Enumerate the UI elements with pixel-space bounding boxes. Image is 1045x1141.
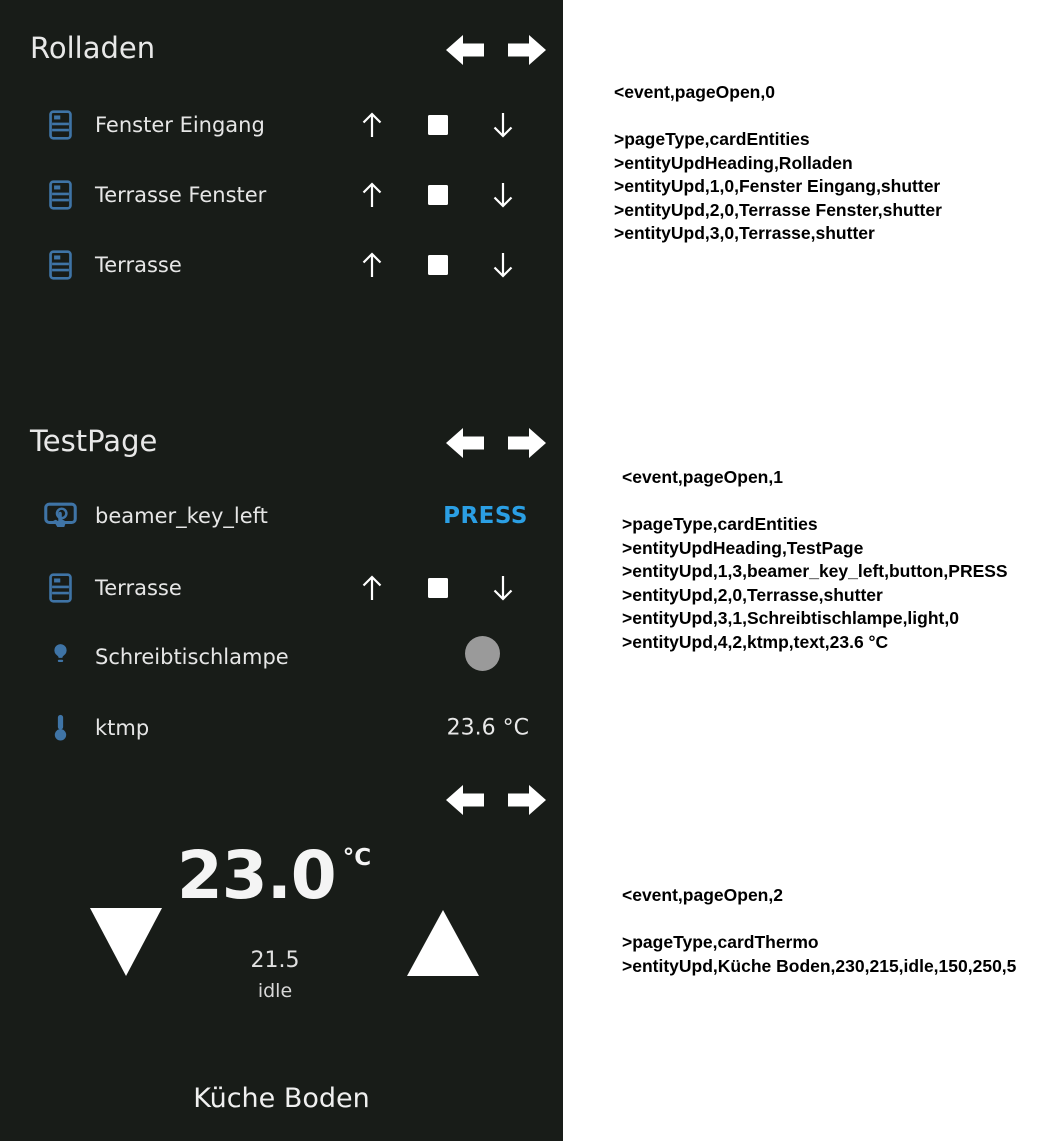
- entity-row-terrasse: [0, 245, 563, 285]
- shutter-up-button[interactable]: [357, 571, 387, 605]
- setpoint-value: 21.5: [250, 948, 300, 973]
- arrow-up-icon: [359, 250, 385, 280]
- entity-label: Fenster Eingang: [95, 113, 265, 137]
- shutter-up-button[interactable]: [357, 178, 387, 212]
- current-temperature: [0, 837, 548, 914]
- toggle-knob: [465, 636, 500, 671]
- serial-line: >entityUpd,3,1,Schreibtischlampe,light,0: [622, 608, 959, 628]
- prev-page-button[interactable]: [444, 783, 486, 817]
- entity-row-beamer-key-left: [0, 496, 563, 536]
- entity-label: beamer_key_left: [95, 504, 268, 528]
- serial-line: <event,pageOpen,1: [622, 467, 783, 487]
- arrow-up-icon: [359, 180, 385, 210]
- arrow-down-icon: [490, 180, 516, 210]
- arrow-left-icon: [444, 783, 486, 817]
- page-title-rolladen: Rolladen: [30, 31, 156, 65]
- stop-square-icon: [428, 578, 448, 598]
- thermometer-icon: [42, 712, 78, 744]
- serial-log-block-0: [614, 81, 942, 246]
- shutter-down-button[interactable]: [488, 178, 518, 212]
- entity-label: Terrasse: [95, 253, 182, 277]
- next-page-button[interactable]: [506, 33, 548, 67]
- arrow-right-icon: [506, 426, 548, 460]
- stop-square-icon: [428, 115, 448, 135]
- page-title-testpage: TestPage: [30, 424, 158, 458]
- press-button[interactable]: PRESS: [443, 503, 528, 529]
- serial-line: >entityUpd,3,0,Terrasse,shutter: [614, 223, 875, 243]
- shutter-icon: [42, 573, 78, 604]
- arrow-left-icon: [444, 426, 486, 460]
- entity-label: Schreibtischlampe: [95, 645, 289, 669]
- serial-line: >pageType,cardThermo: [622, 932, 819, 952]
- thermostat-title: Küche Boden: [193, 1083, 370, 1114]
- serial-line: <event,pageOpen,2: [622, 885, 783, 905]
- shutter-icon: [42, 180, 78, 211]
- arrow-right-icon: [506, 33, 548, 67]
- arrow-right-icon: [506, 783, 548, 817]
- entity-row-fenster-eingang: [0, 105, 563, 145]
- serial-line: >entityUpdHeading,Rolladen: [614, 152, 853, 173]
- shutter-stop-button[interactable]: [424, 181, 452, 209]
- prev-page-button[interactable]: [444, 33, 486, 67]
- lightbulb-icon: [42, 641, 78, 673]
- shutter-down-button[interactable]: [488, 248, 518, 282]
- gesture-tap-icon: [42, 500, 78, 533]
- serial-line: >entityUpd,4,2,ktmp,text,23.6 °C: [622, 631, 889, 652]
- shutter-icon: [42, 110, 78, 141]
- serial-line: >entityUpd,1,3,beamer_key_left,button,PRESS: [622, 561, 1008, 581]
- entity-row-terrasse-fenster: [0, 175, 563, 215]
- hvac-state: idle: [257, 980, 293, 1002]
- serial-line: >entityUpd,2,0,Terrasse,shutter: [622, 584, 883, 605]
- serial-log-block-2: [622, 884, 1016, 978]
- serial-line: [622, 490, 1008, 514]
- shutter-stop-button[interactable]: [424, 574, 452, 602]
- stop-square-icon: [428, 185, 448, 205]
- sensor-value: 23.6 °C: [446, 715, 529, 741]
- entity-row-terrasse: [0, 568, 563, 608]
- current-temperature-value: 23.0: [176, 837, 336, 914]
- entity-label: Terrasse Fenster: [95, 183, 267, 207]
- shutter-icon: [42, 250, 78, 281]
- serial-line: >entityUpdHeading,TestPage: [622, 537, 864, 558]
- shutter-up-button[interactable]: [357, 248, 387, 282]
- serial-line: >entityUpd,Küche Boden,230,215,idle,150,250,5: [622, 955, 1017, 976]
- shutter-stop-button[interactable]: [424, 251, 452, 279]
- entity-label: ktmp: [95, 716, 150, 740]
- entity-row-ktmp: [0, 708, 563, 748]
- stop-square-icon: [428, 255, 448, 275]
- next-page-button[interactable]: [506, 426, 548, 460]
- temperature-unit: °C: [342, 845, 372, 871]
- shutter-stop-button[interactable]: [424, 111, 452, 139]
- serial-line: >pageType,cardEntities: [622, 514, 818, 534]
- arrow-down-icon: [490, 250, 516, 280]
- entity-label: Terrasse: [95, 576, 182, 600]
- serial-log-block-1: [622, 466, 1008, 654]
- serial-line: >pageType,cardEntities: [614, 129, 810, 149]
- shutter-down-button[interactable]: [488, 571, 518, 605]
- next-page-button[interactable]: [506, 783, 548, 817]
- arrow-up-icon: [359, 110, 385, 140]
- serial-line: [614, 105, 942, 129]
- serial-line: >entityUpd,1,0,Fenster Eingang,shutter: [614, 176, 941, 196]
- arrow-left-icon: [444, 33, 486, 67]
- light-toggle-switch[interactable]: [468, 640, 531, 667]
- arrow-up-icon: [359, 573, 385, 603]
- shutter-up-button[interactable]: [357, 108, 387, 142]
- serial-line: [622, 908, 1016, 932]
- prev-page-button[interactable]: [444, 426, 486, 460]
- arrow-down-icon: [490, 110, 516, 140]
- serial-line: >entityUpd,2,0,Terrasse Fenster,shutter: [614, 199, 942, 220]
- shutter-down-button[interactable]: [488, 108, 518, 142]
- arrow-down-icon: [490, 573, 516, 603]
- serial-line: <event,pageOpen,0: [614, 82, 775, 102]
